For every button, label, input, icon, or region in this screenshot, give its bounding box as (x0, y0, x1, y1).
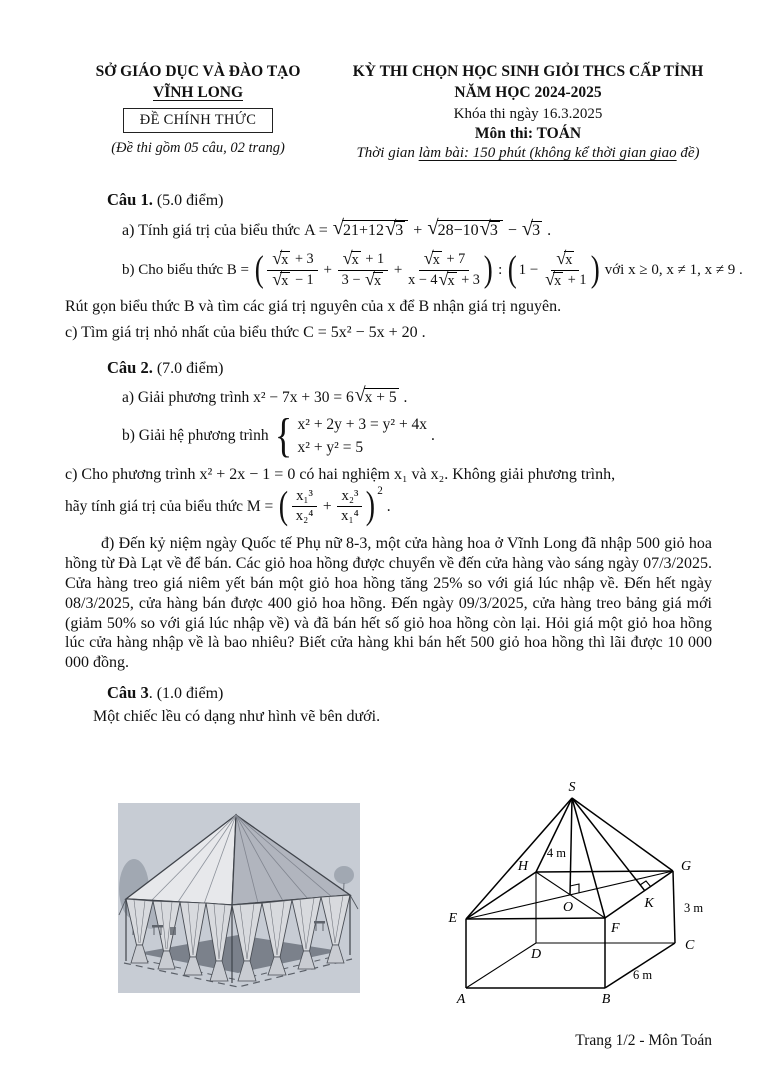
header-right-block (338, 62, 718, 162)
figure-edges (466, 798, 675, 988)
question2a-line (122, 383, 712, 408)
question3-number: Câu 3 (107, 683, 149, 703)
official-exam-stamp: ĐỀ CHÍNH THỨC (123, 108, 273, 133)
vertex-label-E: E (448, 911, 457, 926)
province-name: VĨNH LONG (153, 83, 243, 101)
question1b-formula: B = ( √ x + 3 √ x − 1 + √ x + 1 3 − √ x + √ x + 7 x − 4 √ x + 3 ) : ( 1 − √ x √ x + 1 ) với x ≥ 0, x ≠ 1, x ≠ 9 . (226, 247, 743, 291)
question2b-line (122, 409, 712, 463)
vertex-label-D: D (530, 947, 542, 962)
department-name: SỞ GIÁO DỤC VÀ ĐÀO TẠO (95, 63, 301, 80)
exam-subject-line (338, 124, 718, 145)
exam-title: KỲ THI CHỌN HỌC SINH GIỎI THCS CẤP TỈNH (352, 63, 704, 80)
point-label-K: K (644, 896, 654, 911)
vertex-label-G: G (681, 859, 692, 874)
question1-points: (5.0 điểm) (152, 192, 224, 210)
figures-row (0, 770, 768, 1030)
question3-text: Một chiếc lều có dạng như hình vẽ bên dưới. (93, 708, 381, 726)
question2-points: (7.0 điểm) (152, 359, 224, 377)
vertex-label-H: H (517, 859, 528, 874)
exam-pages-note: (Đề thi gồm 05 câu, 02 trang) (111, 139, 285, 156)
question2c-line1: c) Cho phương trình x² + 2x − 1 = 0 có hai nghiệm x₁ và x₂. Không giải phương trình, (65, 465, 616, 483)
subject-name: TOÁN (536, 125, 582, 143)
footer-page-number: Trang 1/2 - Môn Toán (575, 1032, 712, 1049)
dimension-BC: 6 m (633, 968, 653, 982)
question1-heading (107, 190, 712, 210)
vertex-label-C: C (685, 938, 695, 953)
question2c-line2 (65, 484, 712, 528)
question1b-label: b) Cho biểu thức (122, 261, 227, 278)
question2-heading (107, 358, 712, 378)
question1b-line (122, 247, 743, 291)
vertex-label-S: S (568, 780, 576, 795)
vertex-label-F: F (611, 921, 620, 936)
point-label-O: O (562, 900, 574, 915)
duration-underlined: làm bài: 150 phút (không kể thời gian giao (418, 145, 677, 162)
exam-year: NĂM HỌC 2024-2025 (454, 83, 602, 101)
question2b-formula: { x² + 2y + 3 = y² + 4x x² + y² = 5 . (275, 409, 435, 463)
exam-body (65, 190, 743, 727)
exam-header (0, 0, 768, 162)
question2d-paragraph: đ) Đến kỷ niệm ngày Quốc tế Phụ nữ 8-3, một cửa hàng hoa ở Vĩnh Long đã nhập 500 giỏ hoa hồng từ Đà Lạt về để bán. Các giỏ hoa hồng được chuyển về đến cửa hàng vào sáng ngày 07/3/2025. Cửa hàng treo giá niêm yết bán một giỏ hoa hồng tăng 25% so với giá lúc nhập về. Đến hết ngày 08/3/2025, cửa hàng bán được 400 giỏ hoa hồng. Đến ngày 09/3/2025, cửa hàng treo bảng giá mới (giảm 50% so với giá lúc nhập về) và đã bán hết số giỏ hoa hồng còn lại. Hỏi giá một giỏ hoa hồng lúc cửa hàng nhập về là bao nhiêu? Biết cửa hàng khi bán hết 500 giỏ hoa hồng thì lãi được 10 000 000 đồng. (65, 535, 712, 672)
exam-duration (338, 145, 718, 162)
question2b-label: b) Giải hệ phương trình (122, 427, 273, 445)
question3-heading (107, 683, 712, 703)
question2c-formula: M = ( x₁³ x₂⁴ + $\frac{\text{x₂³}}{\text{x₁⁴}}$ ) 2 . (246, 484, 391, 528)
question1a-formula: A = √ 21+12 √ 3 + √ 28−10 √ 3 − √ 3 . (304, 216, 552, 240)
duration-post: đề) (676, 145, 700, 162)
geometry-figure (435, 773, 735, 1023)
header-left-block (58, 62, 338, 162)
question1a-label: a) Tính giá trị của biểu thức (122, 221, 305, 239)
subject-label: Môn thi: (474, 125, 537, 143)
tent-illustration (118, 803, 360, 993)
dimension-SO: 4 m (546, 846, 566, 860)
question3-points: . (1.0 điểm) (148, 685, 224, 703)
vertex-label-B: B (601, 992, 611, 1007)
question2c-label: hãy tính giá trị của biểu thức (65, 497, 247, 515)
question1c-line: c) Tìm giá trị nhỏ nhất của biểu thức C = 5x² − 5x + 20 . (65, 324, 426, 342)
question2a-formula: x² − 7x + 30 = 6 √ x + 5 . (253, 383, 408, 406)
exam-date: Khóa thi ngày 16.3.2025 (453, 105, 603, 122)
vertex-label-A: A (456, 992, 466, 1007)
question1-number: Câu 1. (107, 190, 153, 210)
tree-right (334, 866, 354, 884)
question2a-label: a) Giải phương trình (122, 388, 254, 406)
question1b-note: Rút gọn biểu thức B và tìm các giá trị nguyên của x để B nhận giá trị nguyên. (65, 297, 562, 315)
question1a-line (122, 216, 712, 241)
duration-pre: Thời gian (356, 145, 419, 162)
dimension-GC: 3 m (684, 901, 704, 915)
question2-number: Câu 2. (107, 357, 153, 377)
